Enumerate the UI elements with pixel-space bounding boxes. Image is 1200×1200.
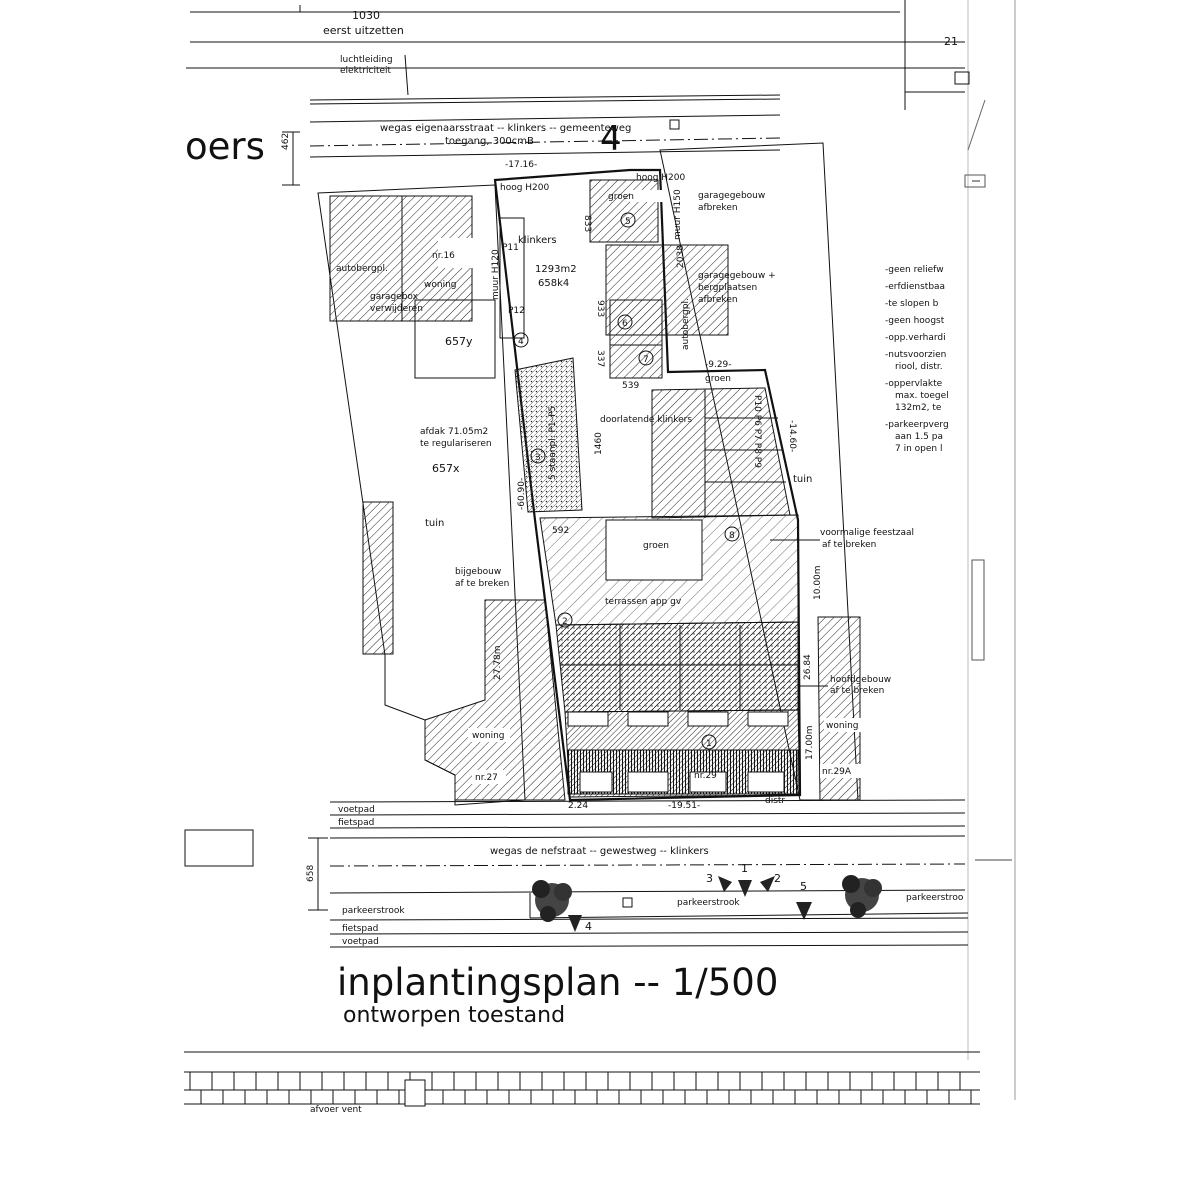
parcel-658k4: 658k4: [538, 278, 570, 289]
dim-17-00: 17.00m: [805, 725, 815, 760]
muur-h120-label: muur H120: [491, 249, 501, 300]
marker-8: 8: [729, 531, 735, 541]
muur-h150-label: muur H150: [673, 189, 683, 240]
nr29a-label: nr.29A: [822, 767, 852, 777]
afbreken-1-label: afbreken: [698, 203, 738, 213]
note-11: -parkeerpverg: [885, 420, 949, 430]
note-12: aan 1.5 pa: [895, 432, 943, 442]
woning-right-label: woning: [826, 721, 859, 731]
autobergplaats-nr16: [330, 196, 402, 321]
garage-6-7: [610, 300, 662, 378]
garagebox-label: garagebox: [370, 292, 418, 302]
groen-top-label: groen: [608, 192, 634, 202]
street-name-partial: oers: [185, 125, 265, 168]
marker-7: 7: [643, 355, 649, 365]
af-te-breken-2-label: af te breken: [830, 686, 885, 696]
tuin-left-label: tuin: [425, 518, 445, 529]
dim-60-90: -60.90-: [517, 477, 527, 510]
note-4: -geen hoogst: [885, 316, 945, 326]
marker-3: 3: [535, 453, 541, 463]
voetpad-bottom-label: voetpad: [342, 937, 379, 947]
dim-9-29: -9.29-: [705, 360, 732, 370]
dim-462: 462: [281, 132, 291, 150]
note-3: -te slopen b: [885, 299, 939, 309]
af-te-breken-1-label: af te breken: [822, 540, 877, 550]
dim-27-78: 27.78m: [493, 645, 503, 680]
elektriciteit-label: elektriciteit: [340, 66, 392, 76]
garage-5: [590, 180, 658, 242]
groen-mid-label: groen: [705, 374, 731, 384]
marker-5: 5: [625, 217, 631, 227]
marker-top-4: 4: [600, 119, 622, 159]
dim-933: 933: [595, 300, 605, 318]
note-13: 7 in open l: [895, 444, 943, 454]
verwijderen-label: verwijderen: [370, 304, 423, 314]
plan-title: inplantingsplan -- 1/500: [337, 961, 779, 1004]
dim-337: 337: [595, 350, 605, 368]
terrassen-label: terrassen app gv: [605, 597, 682, 607]
marker-4: 4: [518, 337, 524, 347]
marker-2: 2: [562, 617, 568, 627]
te-regulariseren-label: te regulariseren: [420, 439, 492, 449]
note-10: 132m2, te: [895, 403, 942, 413]
top-street-name: wegas eigenaarsstraat -- klinkers -- gemeenteweg: [380, 123, 632, 134]
afbreken-2-label: afbreken: [698, 295, 738, 305]
p12-label: P12: [508, 306, 525, 316]
note-2: -erfdienstbaa: [885, 282, 946, 292]
dim-17-16: -17.16-: [505, 160, 538, 170]
doorlatende-klinkers-label: doorlatende klinkers: [600, 415, 693, 425]
dim-10-00: 10.00m: [813, 565, 823, 600]
p11-label: P11: [502, 243, 519, 253]
view-3-label: 3: [706, 872, 713, 885]
note-8: -oppervlakte: [885, 379, 943, 389]
dim-2-24: 2.24: [568, 801, 589, 811]
parkeerstrook-left-label: parkeerstrook: [342, 906, 405, 916]
afvoer-label: afvoer vent: [310, 1105, 362, 1115]
marker-6: 6: [622, 319, 628, 329]
nr27-label: nr.27: [475, 773, 498, 783]
toegang-label: toegang, 300cmB: [445, 136, 534, 147]
hoog-h200-left: hoog H200: [500, 183, 550, 193]
note-5: -opp.verhardi: [885, 333, 946, 343]
af-te-breken-3-label: af te breken: [455, 579, 510, 589]
dim-658: 658: [306, 864, 316, 882]
groen-center-label: groen: [643, 541, 669, 551]
dim-2038: 2038: [676, 245, 686, 268]
dim-21: 21: [944, 35, 958, 48]
voetpad-top-label: voetpad: [338, 805, 375, 815]
staanpl-vertical: 5 staanpl. P1–P5: [548, 405, 558, 480]
garagegebouw-label: garagegebouw: [698, 191, 766, 201]
nr29-label: nr.29: [694, 771, 717, 781]
hoofdgebouw: [556, 622, 798, 712]
neighbour-shed: [363, 502, 393, 654]
dim-26-84: 26.84: [803, 654, 813, 680]
hoofdgebouw-label: hoofdgebouw: [830, 675, 892, 685]
bijgebouw-label: bijgebouw: [455, 567, 502, 577]
parkeerstrook-right-label: parkeerstroo: [906, 893, 964, 903]
view-2-label: 2: [774, 872, 781, 885]
parking-vertical-label: P10 P6 P7 P8 P9: [752, 395, 762, 468]
eerst-uitzetten-label: eerst uitzetten: [323, 24, 404, 37]
dim-539: 539: [622, 381, 640, 391]
note-7: riool, distr.: [895, 362, 943, 372]
plan-subtitle: ontworpen toestand: [343, 1003, 566, 1028]
parcel-657x: 657x: [432, 462, 460, 475]
parcel-657y: 657y: [445, 335, 473, 348]
nr16-label: nr.16: [432, 251, 455, 261]
view-5-label: 5: [800, 880, 807, 893]
hoog-h200-right: hoog H200: [636, 173, 686, 183]
area-1293: 1293m2: [535, 264, 577, 275]
view-4-label: 4: [585, 920, 592, 933]
note-9: max. toegel: [895, 391, 949, 401]
woning-left-label: woning: [472, 731, 505, 741]
marker-1: 1: [706, 739, 712, 749]
dim-1460: 1460: [594, 432, 604, 455]
autobergpl-vertical: autobergpl.: [681, 298, 691, 350]
distr-label: distr: [765, 796, 786, 806]
dim-19-51: -19.51-: [668, 801, 701, 811]
bottom-street-name: wegas de nefstraat -- gewestweg -- klinkers: [490, 846, 709, 857]
autobergpl-left-label: autobergpl.: [336, 264, 388, 274]
voormalige-feestzaal-label: voormalige feestzaal: [820, 528, 914, 538]
parking-p6-p10: [652, 388, 790, 518]
note-6: -nutsvoorzien: [885, 350, 947, 360]
afdak-label: afdak 71.05m2: [420, 427, 489, 437]
fietspad-bottom-label: fietspad: [342, 924, 379, 934]
dim-1030: 1030: [352, 9, 380, 22]
tuin-right-label: tuin: [793, 474, 813, 485]
klinkers-label: klinkers: [518, 235, 557, 246]
parkeerstrook-mid-label: parkeerstrook: [677, 898, 740, 908]
garagegebouw-plus-label: garagegebouw +: [698, 271, 776, 281]
note-1: -geen reliefw: [885, 265, 944, 275]
view-1-label: 1: [741, 862, 748, 875]
dim-14-60: -14.60-: [787, 420, 797, 453]
fietspad-top-label: fietspad: [338, 818, 375, 828]
bergplaatsen-label: bergplaatsen: [698, 283, 758, 293]
luchtleiding-label: luchtleiding: [340, 55, 393, 65]
dim-833: 833: [582, 215, 592, 233]
woning16-label: woning: [424, 280, 457, 290]
